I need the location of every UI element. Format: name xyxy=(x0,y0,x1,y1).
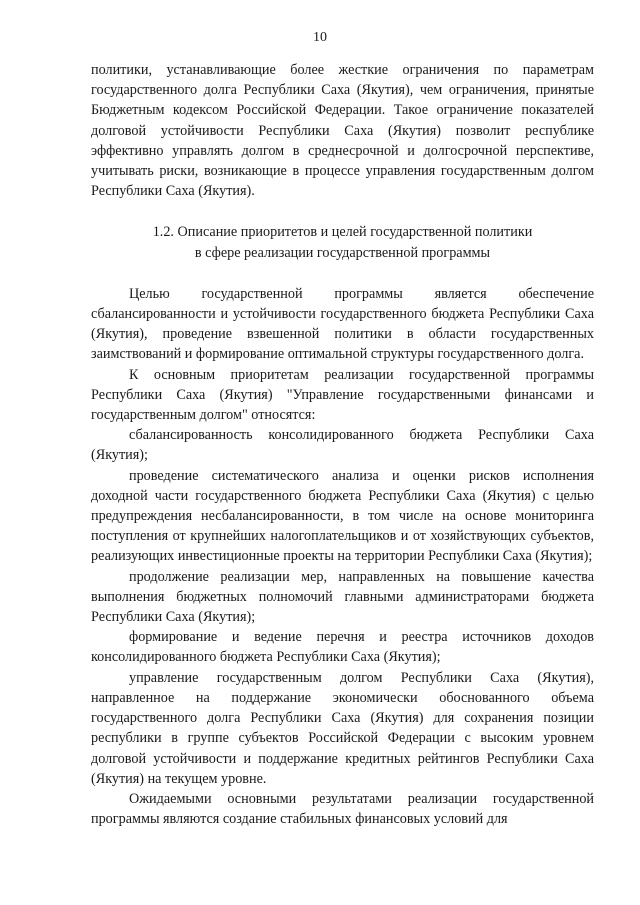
page-number: 10 xyxy=(313,30,327,45)
goal-paragraph: Целью государственной программы является обеспечение сбалансированности и устойчивости государственного бюджета Республики Саха (Якутия), проведение взвешенной политики в области государственных заимствований и формирование оптимальной структуры государственного долга. xyxy=(91,285,594,363)
priority-item-debt-management: управление государственным долгом Республики Саха (Якутия), направленное на поддержание экономически обоснованного объема государственного долга Республики Саха (Якутия) для сохранения позиции республики в группе субъектов Российской Федерации с высоким уровнем долговой устойчивости и поддержание кредитных рейтингов Республики Саха (Якутия) на текущем уровне. xyxy=(91,669,594,787)
document-body xyxy=(91,60,594,829)
section-heading-line-2: в сфере реализации государственной программы xyxy=(194,244,491,261)
priority-item-revenue-registry: формирование и ведение перечня и реестра источников доходов консолидированного бюджета Республики Саха (Якутия); xyxy=(91,629,594,666)
priority-item-budget-powers: продолжение реализации мер, направленных на повышение качества выполнения бюджетных полномочий главными администраторами бюджета Республики Саха (Якутия); xyxy=(91,568,594,626)
intro-paragraph: политики, устанавливающие более жесткие ограничения по параметрам государственного долга Республики Саха (Якутия), чем ограничения, принятые Бюджетным кодексом Российской Федерации. Такое ограничение показателей долговой устойчивости Республики Саха (Якутия) позволит республике эффективно управлять долгом в среднесрочной и долгосрочной перспективе, учитывать риски, возникающие в процессе управления государственным долгом Республики Саха (Якутия). xyxy=(91,62,594,200)
section-heading xyxy=(91,222,594,262)
expected-results-paragraph: Ожидаемыми основными результатами реализации государственной программы являются создание стабильных финансовых условий для xyxy=(91,790,594,828)
priorities-intro-paragraph: К основным приоритетам реализации государственной программы Республики Саха (Якутия) "Управление государственными финансами и государственным долгом" относятся: xyxy=(91,366,594,424)
priority-item-risk-analysis: проведение систематического анализа и оценки рисков исполнения доходной части государственного бюджета Республики Саха (Якутия) с целью предупреждения несбалансированности, в том числе на основе мониторинга поступления от крупнейших налогоплательщиков и от хозяйствующих субъектов, реализующих инвестиционные проекты на территории Республики Саха (Якутия); xyxy=(91,467,594,565)
section-heading-line-1: 1.2. Описание приоритетов и целей государственной политики xyxy=(152,224,533,241)
priority-item-balance: сбалансированность консолидированного бюджета Республики Саха (Якутия); xyxy=(91,427,594,464)
